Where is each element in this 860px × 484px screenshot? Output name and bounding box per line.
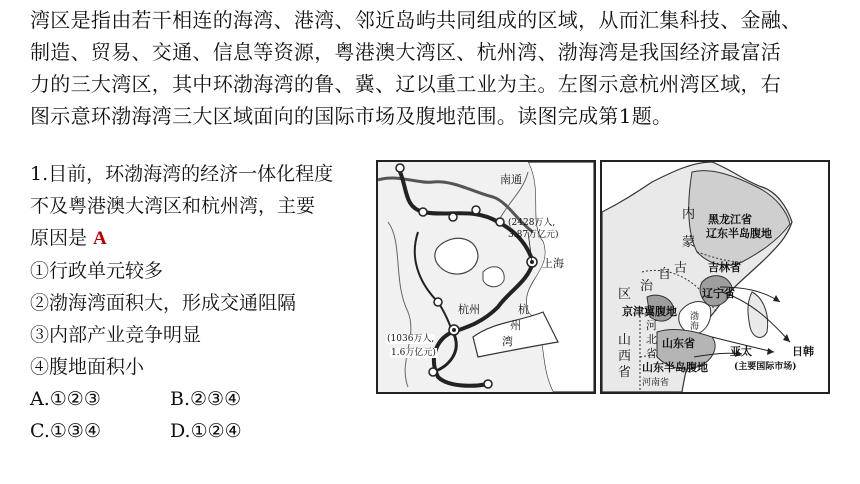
- intro-line: 制造、贸易、交通、信息等资源，粤港澳大湾区、杭州湾、渤海湾是我国经济最富活: [30, 40, 782, 64]
- liaodong-hinterland-label: 辽东半岛腹地: [706, 227, 772, 240]
- shanghai-label: 上海: [542, 257, 564, 270]
- question-stem-line: [30, 222, 390, 255]
- asia-pacific-label: 亚太: [730, 345, 752, 358]
- hebei-char-2: 北: [646, 333, 657, 346]
- shandong-hinterland-label: 山东半岛腹地: [642, 361, 708, 374]
- option-c[interactable]: C.①③④: [30, 420, 101, 442]
- intro-paragraph: [30, 4, 840, 132]
- inner-mongolia-char-3: 古: [674, 261, 688, 276]
- bohai-char-2: 海: [690, 322, 700, 332]
- japan-korea-label: 日韩: [792, 345, 814, 358]
- correct-answer: A: [93, 228, 107, 249]
- bohai-bay-map: [600, 160, 830, 394]
- jilin-label: 吉林省: [708, 261, 741, 274]
- autonomous-region-char-1: 自: [658, 267, 672, 282]
- inner-mongolia-char-2: 蒙: [682, 235, 696, 250]
- hangzhou-bay-map: [376, 160, 596, 394]
- option-b[interactable]: B.②③④: [170, 388, 242, 410]
- shanghai-population: (2428万人,: [508, 218, 556, 228]
- intro-line: 湾区是指由若干相连的海湾、港湾、邻近岛屿共同组成的区域，从而汇集科技、金融、: [30, 8, 802, 32]
- shanxi-char-2: 西: [618, 349, 632, 364]
- shanghai-gdp: 3.87万亿元): [508, 230, 559, 240]
- bay-label-1: 杭: [518, 303, 529, 316]
- shanxi-char-1: 山: [618, 333, 632, 348]
- nantong-label: 南通: [500, 173, 522, 186]
- bay-label-2: 州: [510, 319, 521, 332]
- liaoning-label: 辽宁省: [702, 287, 735, 300]
- statement-item: ②渤海湾面积大，形成交通阻隔: [30, 292, 297, 314]
- hebei-char-1: 河: [646, 319, 657, 332]
- autonomous-region-char-3: 区: [618, 287, 632, 302]
- hangzhou-population: (1036万人,: [387, 334, 435, 344]
- shandong-label: 山东省: [662, 337, 695, 350]
- hangzhou-label: 杭州: [458, 303, 480, 316]
- bay-label-3: 湾: [502, 335, 513, 348]
- intro-line: 图示意环渤海湾三大区域面向的国际市场及腹地范围。读图完成第1题。: [30, 104, 673, 128]
- bohai-char-1: 渤: [690, 312, 700, 322]
- hangzhou-gdp: 1.6万亿元): [391, 348, 436, 358]
- statement-item: ④腹地面积小: [30, 356, 145, 378]
- question-block: [30, 158, 390, 447]
- options-row: [30, 415, 390, 447]
- options-row: [30, 383, 390, 415]
- hebei-char-3: 省: [646, 347, 657, 360]
- statement-item: ③内部产业竞争明显: [30, 324, 202, 346]
- option-a[interactable]: A.①②③: [30, 388, 101, 410]
- henan-label: 河南省: [642, 378, 670, 388]
- autonomous-region-char-2: 治: [640, 279, 654, 294]
- statement-item: ①行政单元较多: [30, 260, 164, 282]
- intro-line: 力的三大湾区，其中环渤海湾的鲁、冀、辽以重工业为主。左图示意杭州湾区域，右: [30, 72, 782, 96]
- jingjin-hinterland-label: 京津冀腹地: [622, 305, 677, 318]
- option-d[interactable]: D.①②④: [170, 420, 242, 442]
- answer-prefix: 原因是: [30, 227, 94, 249]
- question-stem-line: 不及粤港澳大湾区和杭州湾，主要: [30, 195, 316, 217]
- question-stem-line: 1.目前，环渤海湾的经济一体化程度: [30, 163, 334, 185]
- main-market-label: (主要国际市场): [734, 362, 797, 372]
- inner-mongolia-char-1: 内: [682, 207, 696, 222]
- heilongjiang-label: 黑龙江省: [708, 213, 752, 226]
- shanxi-char-3: 省: [618, 365, 632, 380]
